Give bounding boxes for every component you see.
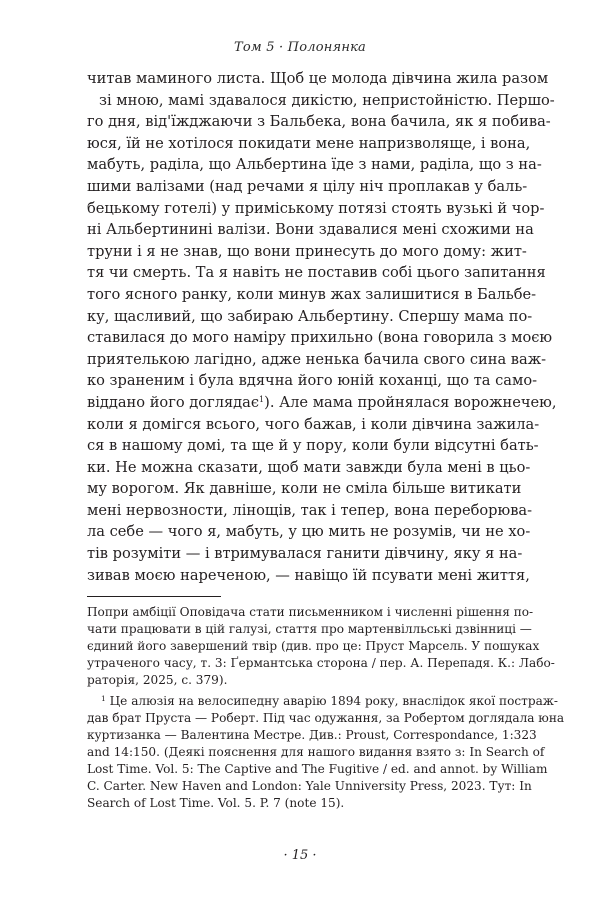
footnote-line: C. Carter. New Haven and London: Yale Unniversity Press, 2023. Тут: In [87, 779, 532, 793]
footnote-line: куртизанка — Валентина Местре. Див.: Proust, Correspondance, 1:323 [87, 728, 537, 742]
footnote-line: чати працювати в цій галузі, стаття про мартенвілльські дзвінниці — [87, 622, 532, 636]
footnote-line: дав брат Пруста — Роберт. Під час одужання, за Робертом доглядала юна [87, 711, 565, 725]
footnote-line: Search of Lost Time. Vol. 5. P. 7 (note 15). [87, 796, 345, 810]
footnote-line: Lost Time. Vol. 5: The Captive and The Fugitive / ed. and annot. by William [87, 762, 548, 776]
body-line: ла себе — чого я, мабуть, у цю мить не розумів, чи не хо- [87, 523, 531, 541]
body-line: мабуть, раділа, що Альбертина їде з нами, раділа, що з на- [87, 156, 542, 174]
body-line: коли я домігся всього, чого бажав, і коли дівчина зажила- [87, 415, 540, 433]
footnote-line: утраченого часу, т. 3: Ґермантська сторона / пер. А. Перепадя. К.: Лабо- [87, 656, 555, 670]
footnote-line: and 14:150. (Деякі пояснення для нашого видання взято з: In Search of [87, 745, 545, 759]
footnote-number: 1 [101, 694, 106, 703]
body-line: труни і я не знав, що вони принесуть до мого дому: жит- [87, 242, 527, 260]
body-line: зивав моєю нареченою, — навіщо їй псувати мені життя, [87, 566, 530, 584]
footnote-line: раторія, 2025, с. 379). [87, 673, 228, 687]
footnote-reference[interactable]: 1 [259, 394, 265, 404]
body-line: тів розуміти — і втримувалася ганити дівчину, яку я на- [87, 545, 523, 563]
body-text [87, 68, 557, 586]
body-line: бецькому готелі) у приміському потязі стоять вузькі й чор- [87, 199, 545, 217]
body-line: юся, їй не хотілося покидати мене напризволяще, і вона, [87, 134, 531, 152]
footnote-text: Це алюзія на велосипедну аварію 1894 року, внаслідок якої постраж- [109, 694, 559, 708]
body-line: зі мною, мамі здавалося дикістю, непристойністю. Першо- [99, 91, 555, 109]
body-line: му ворогом. Як давніше, коли не сміла більше витикати [87, 480, 522, 498]
body-line: ко зраненим і була вдячна його юній коханці, що та само- [87, 372, 538, 390]
body-line [87, 392, 557, 414]
running-head: Том 5 · Полонянка [234, 40, 366, 55]
footnote-line: єдиний його завершений твір (див. про це: Пруст Марсель. У пошуках [87, 639, 540, 653]
footnote-line [87, 693, 559, 710]
body-line: тя чи смерть. Та я навіть не поставив собі цього запитання [87, 264, 546, 282]
body-line: того ясного ранку, коли минув жах залишитися в Бальбе- [87, 285, 537, 303]
body-line: ні Альбертинині валізи. Вони здавалися мені схожими на [87, 221, 534, 239]
body-line-text: віддано його доглядає [87, 393, 260, 411]
footnote-rule [87, 596, 221, 597]
body-line: ся в нашому домі, та ще й у пору, коли були відсутні бать- [87, 437, 539, 455]
footnotes [87, 604, 565, 812]
body-line: ставилася до мого наміру прихильно (вона говорила з моєю [87, 329, 553, 347]
body-line: шими валізами (над речами я цілу ніч проплакав у баль- [87, 177, 528, 195]
body-line: ки. Не можна сказати, щоб мати завжди була мені в цьо- [87, 458, 531, 476]
body-line: приятелькою лагідно, адже ненька бачила свого сина важ- [87, 350, 547, 368]
body-line: читав маминого листа. Щоб це молода дівчина жила разом [87, 70, 549, 87]
body-line: го дня, від'їжджаючи з Бальбека, вона бачила, як я побива- [87, 113, 551, 131]
body-line: мені нервозности, лінощів, так і тепер, вона переборюва- [87, 501, 533, 519]
footnote-line: Попри амбіції Оповідача стати письменником і численні рішення по- [87, 605, 534, 619]
body-line-text: ). Але мама пройнялася ворожнечею, [264, 393, 557, 411]
body-line: ку, щасливий, що забираю Альбертину. Спершу мама по- [87, 307, 533, 325]
page-number: · 15 · [283, 848, 317, 863]
